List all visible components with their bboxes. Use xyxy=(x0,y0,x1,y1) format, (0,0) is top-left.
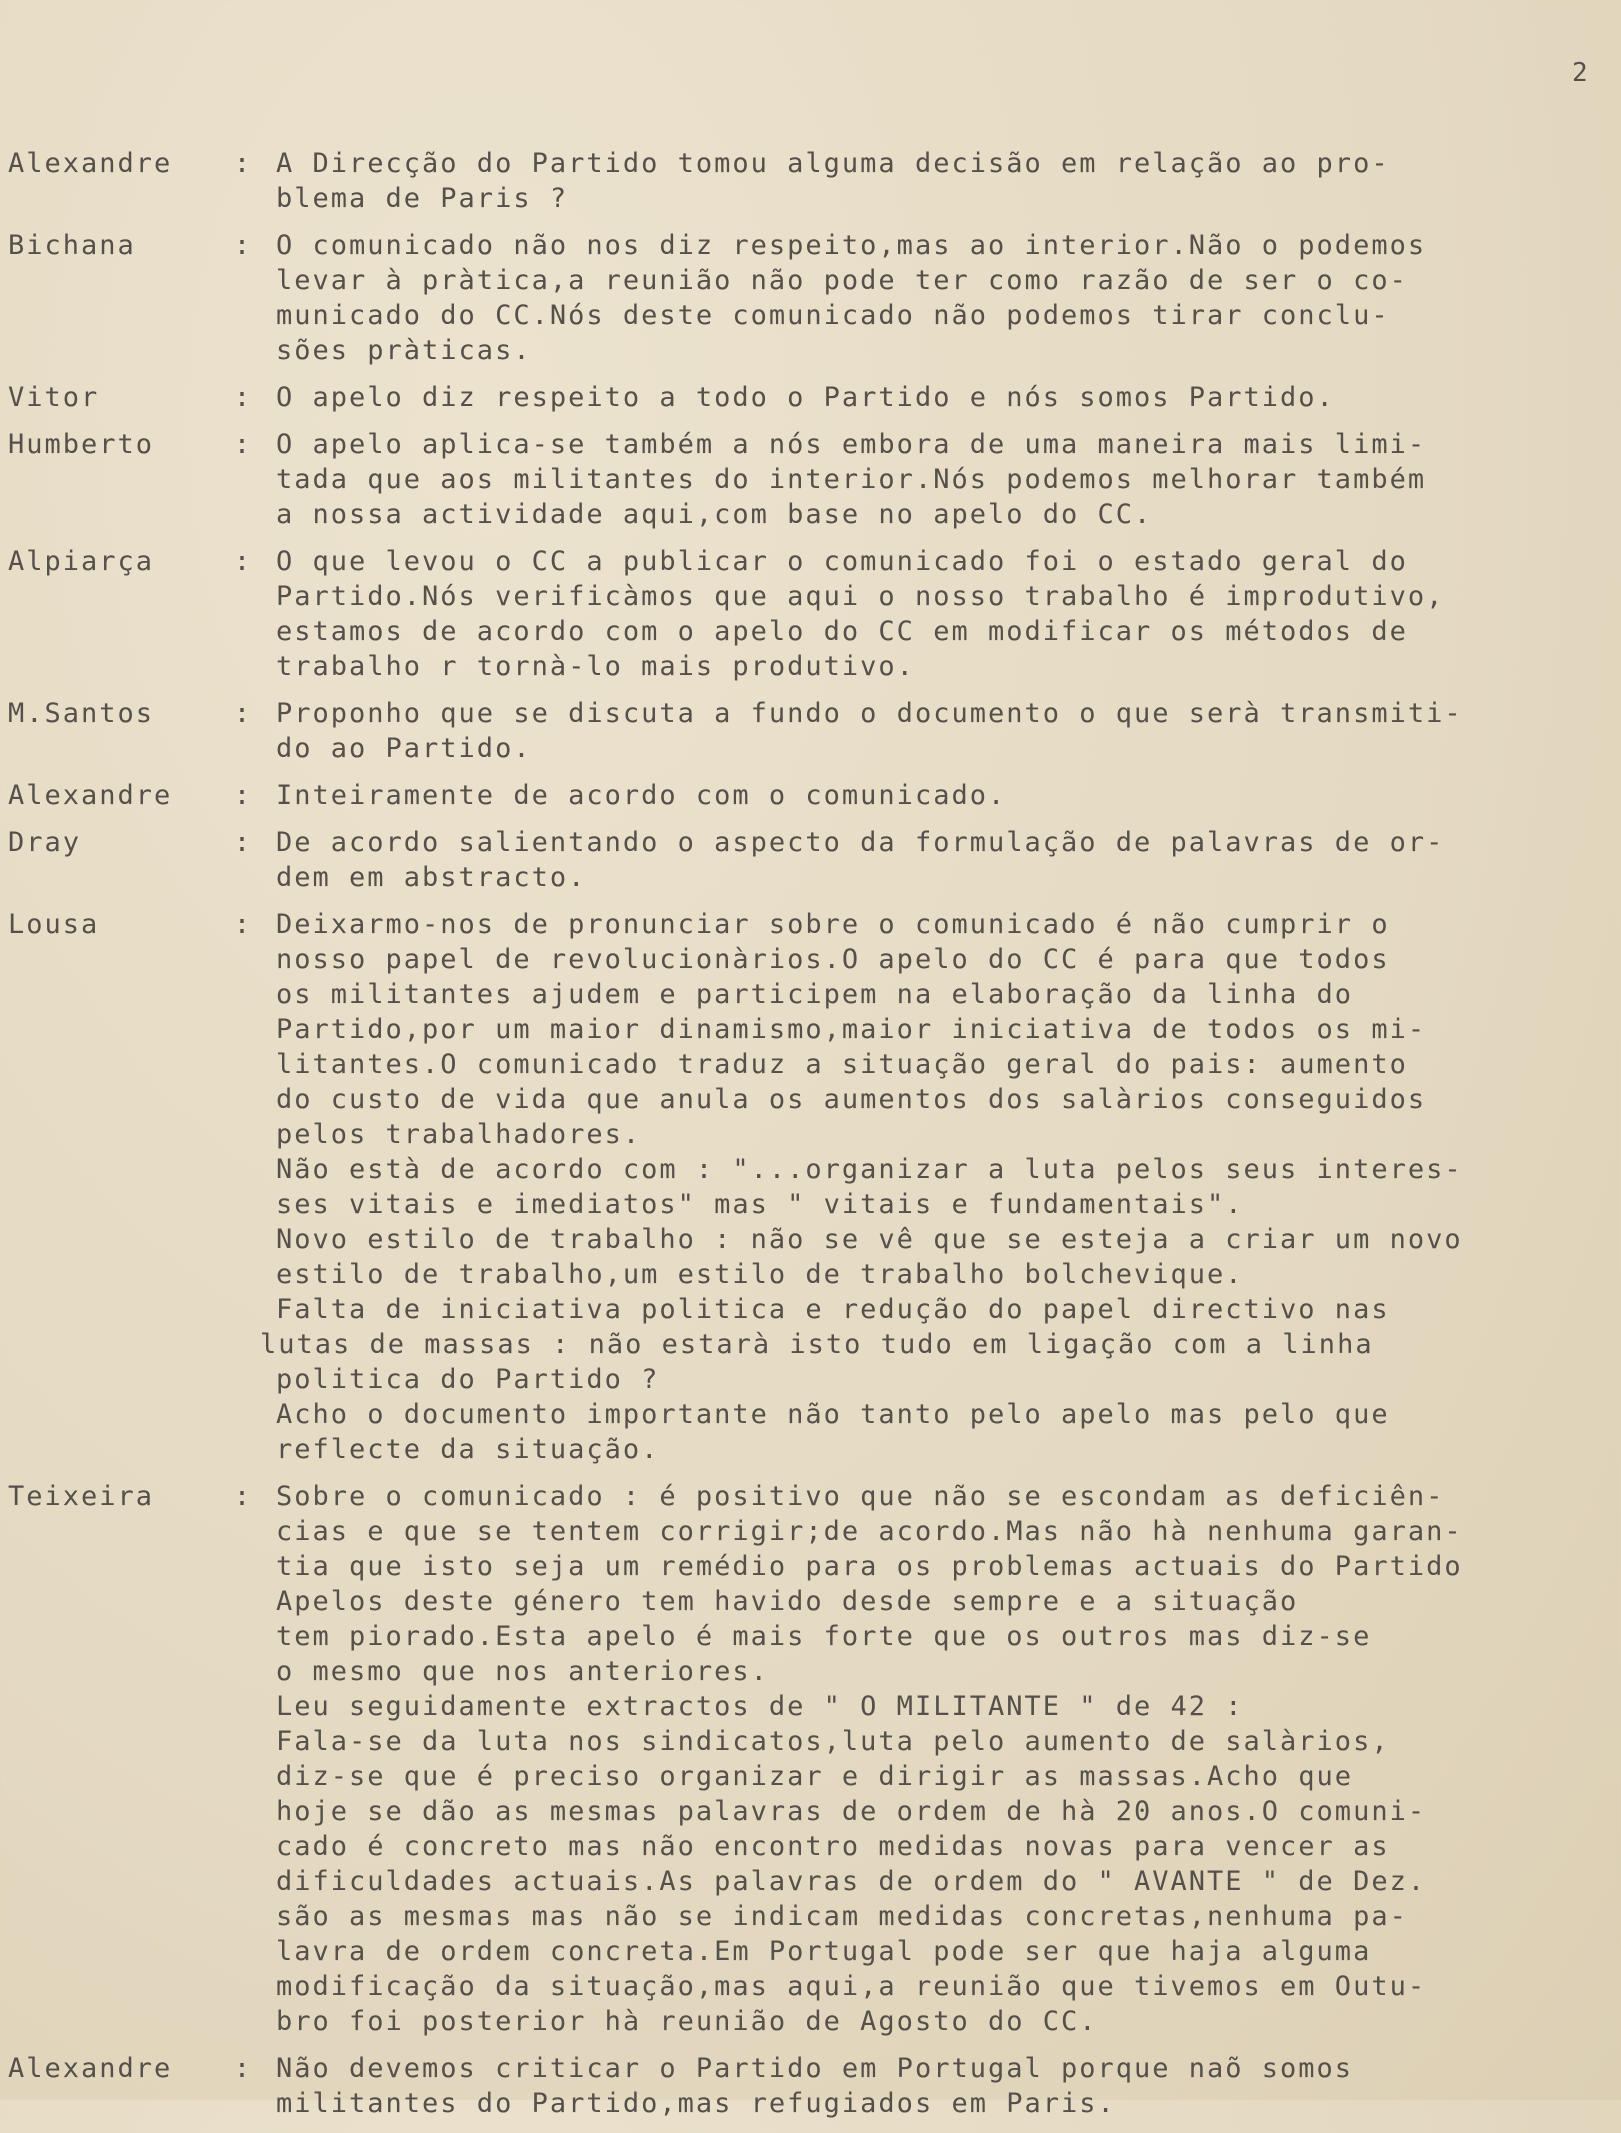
statement-line: estamos de acordo com o apelo do CC em modificar os métodos de xyxy=(276,616,1408,647)
speaker-separator: : xyxy=(233,909,251,940)
speaker-separator: : xyxy=(233,2053,251,2084)
minutes-entry xyxy=(8,778,1608,813)
speaker-name: M.Santos xyxy=(8,698,155,729)
speaker-separator: : xyxy=(233,1481,251,1512)
statement-text xyxy=(276,380,1596,415)
speaker-name: Teixeira xyxy=(8,1481,155,1512)
statement-text xyxy=(276,427,1596,532)
speaker-name: Bichana xyxy=(8,230,136,261)
speaker-separator: : xyxy=(233,546,251,577)
statement-line: tia que isto seja um remédio para os problemas actuais do Partido xyxy=(276,1551,1463,1582)
statement-line: municado do CC.Nós deste comunicado não podemos tirar conclu- xyxy=(276,300,1390,331)
speaker-name: Vitor xyxy=(8,382,100,413)
statement-line: Não devemos criticar o Partido em Portugal porque naõ somos xyxy=(276,2053,1354,2084)
statement-line: a nossa actividade aqui,com base no apelo do CC. xyxy=(276,499,1153,530)
statement-line: Acho o documento importante não tanto pelo apelo mas pelo que xyxy=(276,1399,1390,1430)
minutes-entry xyxy=(8,907,1608,1467)
statement-line: os militantes ajudem e participem na elaboração da linha do xyxy=(276,979,1354,1010)
statement-line: Partido.Nós verificàmos que aqui o nosso trabalho é improdutivo, xyxy=(276,581,1445,612)
speaker-name: Alexandre xyxy=(8,780,173,811)
statement-line: são as mesmas mas não se indicam medidas concretas,nenhuma pa- xyxy=(276,1901,1408,1932)
statement-line: Proponho que se discuta a fundo o documento o que serà transmiti- xyxy=(276,698,1463,729)
statement-line: Fala-se da luta nos sindicatos,luta pelo aumento de salàrios, xyxy=(276,1726,1390,1757)
statement-text xyxy=(260,907,1596,1467)
statement-line: Deixarmo-nos de pronunciar sobre o comunicado é não cumprir o xyxy=(276,909,1390,940)
statement-line: tada que aos militantes do interior.Nós podemos melhorar também xyxy=(276,464,1427,495)
statement-line: pelos trabalhadores. xyxy=(276,1119,642,1150)
statement-line: Novo estilo de trabalho : não se vê que se esteja a criar um novo xyxy=(276,1224,1463,1255)
statement-line: Sobre o comunicado : é positivo que não se escondam as deficiên- xyxy=(276,1481,1445,1512)
statement-line: litantes.O comunicado traduz a situação geral do pais: aumento xyxy=(276,1049,1408,1080)
speaker-name: Alpiarça xyxy=(8,546,155,577)
statement-line: Inteiramente de acordo com o comunicado. xyxy=(276,780,1007,811)
statement-line: do ao Partido. xyxy=(276,733,532,764)
statement-line: Falta de iniciativa politica e redução do papel directivo nas xyxy=(276,1294,1390,1325)
minutes-entry xyxy=(8,544,1608,684)
speaker-separator: : xyxy=(233,382,251,413)
statement-text xyxy=(276,228,1596,368)
minutes-entry xyxy=(8,825,1608,895)
statement-text xyxy=(276,696,1596,766)
statement-line: bro foi posterior hà reunião de Agosto do CC. xyxy=(276,2006,1098,2037)
statement-text xyxy=(276,544,1596,684)
minutes-entry xyxy=(8,146,1608,216)
statement-text xyxy=(276,2051,1596,2121)
statement-line: O apelo aplica-se também a nós embora de uma maneira mais limi- xyxy=(276,429,1427,460)
statement-line: lavra de ordem concreta.Em Portugal pode ser que haja alguma xyxy=(276,1936,1372,1967)
statement-line: lutas de massas : não estarà isto tudo em ligação com a linha xyxy=(260,1329,1374,1360)
statement-line: o mesmo que nos anteriores. xyxy=(276,1656,769,1687)
statement-line: militantes do Partido,mas refugiados em Paris. xyxy=(276,2088,1116,2119)
statement-line: dem em abstracto. xyxy=(276,862,587,893)
page-number: 2 xyxy=(1572,58,1588,88)
meeting-minutes xyxy=(8,146,1608,2133)
speaker-name: Lousa xyxy=(8,909,100,940)
statement-line: ses vitais e imediatos" mas " vitais e fundamentais". xyxy=(276,1189,1244,1220)
speaker-separator: : xyxy=(233,780,251,811)
minutes-entry xyxy=(8,2051,1608,2121)
speaker-name: Alexandre xyxy=(8,2053,173,2084)
statement-line: Leu seguidamente extractos de " O MILITANTE " de 42 : xyxy=(276,1691,1244,1722)
statement-line: nosso papel de revolucionàrios.O apelo do CC é para que todos xyxy=(276,944,1390,975)
statement-line: hoje se dão as mesmas palavras de ordem de hà 20 anos.O comuni- xyxy=(276,1796,1427,1827)
statement-line: sões pràticas. xyxy=(276,335,532,366)
minutes-entry xyxy=(8,696,1608,766)
statement-line: tem piorado.Esta apelo é mais forte que os outros mas diz-se xyxy=(276,1621,1372,1652)
statement-line: O que levou o CC a publicar o comunicado foi o estado geral do xyxy=(276,546,1408,577)
statement-text xyxy=(276,1479,1596,2039)
speaker-name: Dray xyxy=(8,827,82,858)
speaker-name: Humberto xyxy=(8,429,155,460)
minutes-entry xyxy=(8,427,1608,532)
statement-line: reflecte da situação. xyxy=(276,1434,660,1465)
statement-line: Partido,por um maior dinamismo,maior iniciativa de todos os mi- xyxy=(276,1014,1427,1045)
statement-line: modificação da situação,mas aqui,a reunião que tivemos em Outu- xyxy=(276,1971,1427,2002)
statement-line: levar à pràtica,a reunião não pode ter como razão de ser o co- xyxy=(276,265,1408,296)
statement-line: O comunicado não nos diz respeito,mas ao interior.Não o podemos xyxy=(276,230,1427,261)
statement-line: De acordo salientando o aspecto da formulação de palavras de or- xyxy=(276,827,1445,858)
minutes-entry xyxy=(8,380,1608,415)
speaker-name: Alexandre xyxy=(8,148,173,179)
speaker-separator: : xyxy=(233,827,251,858)
statement-line: trabalho r tornà-lo mais produtivo. xyxy=(276,651,915,682)
statement-line: Não està de acordo com : "...organizar a luta pelos seus interes- xyxy=(276,1154,1463,1185)
speaker-separator: : xyxy=(233,230,251,261)
speaker-separator: : xyxy=(233,429,251,460)
statement-line: O apelo diz respeito a todo o Partido e nós somos Partido. xyxy=(276,382,1335,413)
statement-line: cado é concreto mas não encontro medidas novas para vencer as xyxy=(276,1831,1390,1862)
statement-line: blema de Paris ? xyxy=(276,183,569,214)
statement-text xyxy=(276,778,1596,813)
speaker-separator: : xyxy=(233,698,251,729)
statement-text xyxy=(276,825,1596,895)
statement-line: dificuldades actuais.As palavras de ordem do " AVANTE " de Dez. xyxy=(276,1866,1427,1897)
statement-line: estilo de trabalho,um estilo de trabalho bolchevique. xyxy=(276,1259,1244,1290)
statement-line: politica do Partido ? xyxy=(276,1364,660,1395)
statement-line: diz-se que é preciso organizar e dirigir as massas.Acho que xyxy=(276,1761,1354,1792)
statement-line: Apelos deste género tem havido desde sempre e a situação xyxy=(276,1586,1299,1617)
statement-line: A Direcção do Partido tomou alguma decisão em relação ao pro- xyxy=(276,148,1390,179)
minutes-entry xyxy=(8,1479,1608,2039)
statement-line: cias e que se tentem corrigir;de acordo.Mas não hà nenhuma garan- xyxy=(276,1516,1463,1547)
statement-text xyxy=(276,146,1596,216)
statement-line: do custo de vida que anula os aumentos dos salàrios conseguidos xyxy=(276,1084,1427,1115)
minutes-entry xyxy=(8,228,1608,368)
speaker-separator: : xyxy=(233,148,251,179)
